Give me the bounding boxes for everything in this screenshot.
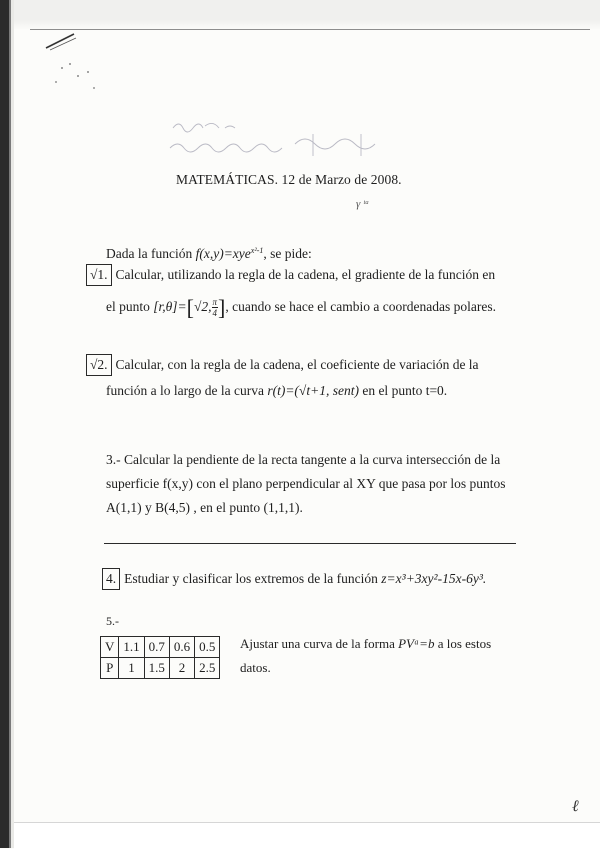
question-3-line-2: superficie f(x,y) con el plano perpendicular al XY que pasa por los puntos bbox=[106, 476, 506, 491]
question-1-point-value: √2, bbox=[193, 299, 212, 314]
table-cell: 1.1 bbox=[119, 637, 144, 658]
question-5-number: 5.- bbox=[106, 614, 119, 628]
bracket-open-icon: [ bbox=[186, 294, 194, 320]
table-cell: 1.5 bbox=[144, 658, 169, 679]
question-2-suffix: en el punto t=0. bbox=[362, 383, 448, 398]
question-2-curve: r(t)=(√t+1, sent) bbox=[267, 383, 359, 398]
intro-exponent: x²-1 bbox=[250, 246, 264, 255]
intro-function: f(x,y)=xye bbox=[195, 246, 251, 261]
question-4-line bbox=[102, 566, 486, 592]
question-1-point-left: [r,θ]= bbox=[153, 299, 187, 314]
exam-title: MATEMÁTICAS. 12 de Marzo de 2008. bbox=[176, 172, 402, 187]
scan-bottom-edge bbox=[14, 822, 600, 849]
data-table bbox=[100, 636, 220, 679]
separator-line bbox=[104, 543, 516, 544]
table-cell: P bbox=[101, 658, 119, 679]
question-4-text: Estudiar y clasificar los extremos de la función bbox=[124, 571, 378, 586]
table-cell: V bbox=[101, 637, 119, 658]
question-4-number: 4. bbox=[102, 568, 120, 590]
pen-stroke-icon bbox=[40, 30, 120, 100]
question-1-line-1 bbox=[86, 262, 495, 288]
fraction-denominator: 4 bbox=[212, 308, 218, 319]
question-1-suffix: , cuando se hace el cambio a coordenadas polares. bbox=[225, 299, 496, 314]
question-1-prefix: el punto bbox=[106, 299, 150, 314]
margin-mark: γ ᵗᵃ bbox=[356, 198, 370, 210]
intro-suffix: , se pide: bbox=[263, 246, 312, 261]
table-row bbox=[101, 658, 220, 679]
scan-top-edge bbox=[14, 0, 600, 30]
question-2-prefix: función a lo largo de la curva bbox=[106, 383, 264, 398]
question-4-function: z=x³+3xy²-15x-6y³. bbox=[381, 571, 487, 586]
table-cell: 2.5 bbox=[195, 658, 220, 679]
table-cell: 1 bbox=[119, 658, 144, 679]
question-5-caption-1 bbox=[240, 636, 491, 652]
question-1-line-2 bbox=[106, 294, 496, 321]
question-5-caption-suffix: a los estos bbox=[437, 636, 492, 651]
question-5-caption-prefix: Ajustar una curva de la forma bbox=[240, 636, 395, 651]
table-row bbox=[101, 637, 220, 658]
table-cell: 2 bbox=[169, 658, 194, 679]
intro-text: Dada la función bbox=[106, 246, 193, 261]
faint-pencil-scribble bbox=[165, 116, 415, 166]
question-2-line-2 bbox=[106, 378, 447, 404]
question-2-number: √2. bbox=[86, 354, 112, 376]
question-2-line-1 bbox=[86, 352, 479, 378]
question-2-text-1: Calcular, con la regla de la cadena, el coeficiente de variación de la bbox=[115, 357, 479, 372]
question-1-text-1: Calcular, utilizando la regla de la cadena, el gradiente de la función en bbox=[115, 267, 496, 282]
table-cell: 0.6 bbox=[169, 637, 194, 658]
scan-left-edge bbox=[0, 0, 14, 848]
question-1-number: √1. bbox=[86, 264, 112, 286]
question-5-formula: PVᵃ=b bbox=[398, 636, 435, 651]
bottom-corner-mark: ℓ bbox=[572, 798, 579, 815]
bracket-close-icon: ] bbox=[218, 294, 226, 320]
question-3-line-1: 3.- Calcular la pendiente de la recta tangente a la curva intersección de la bbox=[106, 452, 501, 467]
question-3-line-3: A(1,1) y B(4,5) , en el punto (1,1,1). bbox=[106, 500, 303, 515]
question-5-caption-2: datos. bbox=[240, 660, 271, 675]
fraction-numerator: π bbox=[212, 297, 218, 308]
table-cell: 0.7 bbox=[144, 637, 169, 658]
table-cell: 0.5 bbox=[195, 637, 220, 658]
